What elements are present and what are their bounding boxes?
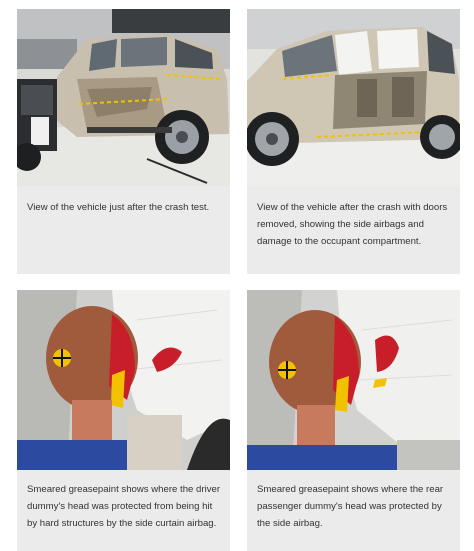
photo-card-vehicle-after-crash bbox=[17, 9, 230, 274]
photo-caption: View of the vehicle just after the crash test. bbox=[27, 202, 210, 213]
photo-caption: Smeared greasepaint shows where the rear passenger dummy's head was protected by the side airbag. bbox=[257, 484, 444, 529]
driver-dummy-head-photo[interactable] bbox=[17, 290, 230, 470]
photo-card-doors-removed bbox=[247, 9, 460, 274]
photo-caption: View of the vehicle after the crash with doors removed, showing the side airbags and damage to the occupant compartment. bbox=[257, 202, 448, 247]
rear-passenger-dummy-head-photo[interactable] bbox=[247, 290, 460, 470]
photo-card-rear-passenger-dummy bbox=[247, 290, 460, 551]
photo-card-driver-dummy bbox=[17, 290, 230, 551]
vehicle-doors-removed-photo[interactable] bbox=[247, 9, 460, 186]
crash-test-vehicle-photo[interactable] bbox=[17, 9, 230, 186]
photo-caption: Smeared greasepaint shows where the driver dummy's head was protected from being hit by hard structures by the side curtain airbag. bbox=[27, 484, 221, 529]
